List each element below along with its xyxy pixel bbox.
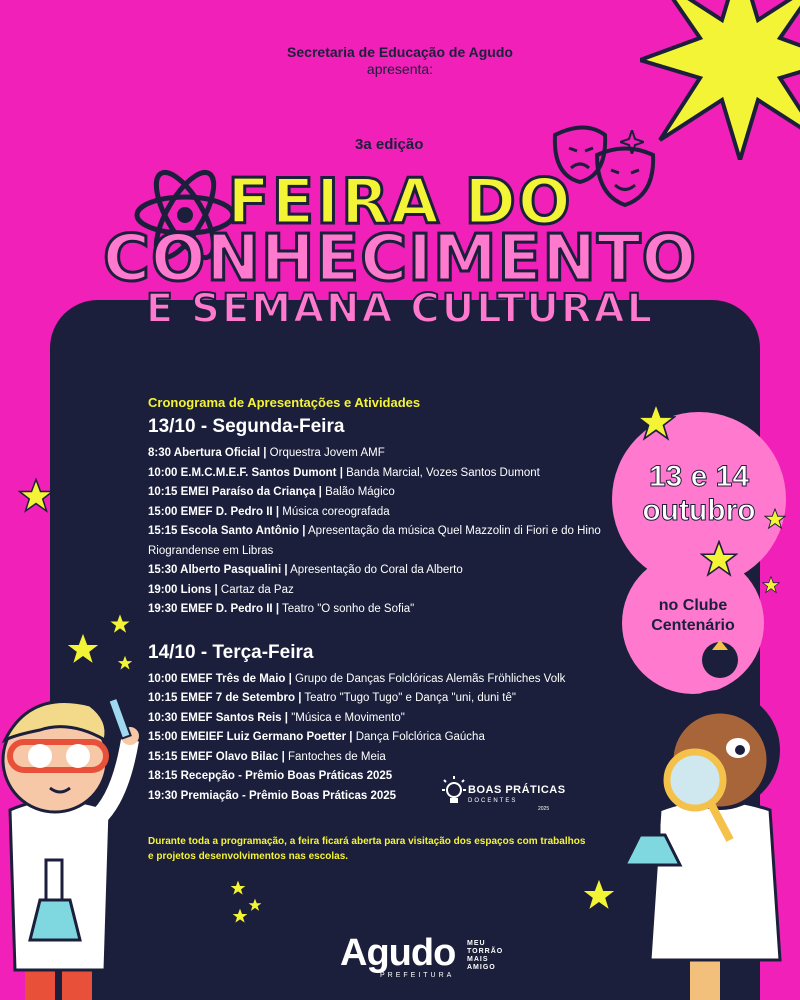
schedule-item	[148, 689, 628, 709]
schedule-item	[148, 561, 628, 581]
item-time-place: 10:00 E.M.C.M.E.F. Santos Dumont |	[148, 466, 343, 479]
star-icon	[108, 612, 132, 636]
item-activity: Fantoches de Meia	[284, 750, 386, 763]
item-time-place: 15:15 Escola Santo Antônio |	[148, 525, 306, 537]
item-activity: Apresentação da música Quel Mazzolin di Fiori e do Hino Riograndense em Libras	[148, 525, 601, 557]
schedule-item	[148, 464, 628, 484]
star-icon	[764, 508, 786, 530]
presenter-name: Secretaria de Educação de Agudo	[287, 44, 513, 60]
schedule-item	[148, 600, 628, 620]
item-time-place: 18:15 Recepção - Prêmio Boas Práticas 2025	[148, 770, 393, 782]
day-title-1: 13/10 - Segunda-Feira	[148, 416, 345, 437]
logo-tagline	[467, 940, 503, 972]
item-activity: Dança Folclórica Gaúcha	[352, 731, 485, 743]
title-line-1: FEIRA DO	[227, 165, 573, 238]
presenter	[0, 44, 800, 78]
scientist-boy-illustration	[0, 680, 150, 1000]
star-icon	[762, 576, 780, 594]
item-time-place: 19:30 EMEF D. Pedro II |	[148, 603, 280, 615]
sparkle-icon	[620, 130, 644, 154]
item-time-place: 10:00 EMEF Três de Maio |	[148, 672, 292, 685]
star-icon	[232, 908, 248, 924]
bp-subtitle: DOCENTES	[468, 798, 518, 804]
item-time-place: 15:30 Alberto Pasqualini |	[148, 564, 288, 576]
schedule-item	[148, 728, 628, 748]
bp-year: 2025	[538, 806, 550, 812]
item-activity: Apresentação do Coral da Alberto	[287, 564, 463, 576]
item-time-place: 19:00 Lions |	[148, 583, 218, 596]
item-time-place: 15:15 EMEF Olavo Bilac |	[148, 750, 285, 763]
logo-prefeitura: PREFEITURA	[380, 972, 455, 979]
schedule-item	[148, 522, 628, 561]
visitation-note	[148, 834, 588, 864]
item-activity: Teatro "Tugo Tugo" e Dança "uni, duni tê"	[301, 692, 516, 704]
star-icon	[248, 898, 262, 912]
tagline-1: MEU	[467, 940, 486, 947]
schedule-item	[148, 581, 628, 601]
schedule	[148, 395, 628, 806]
item-activity: Banda Marcial, Vozes Santos Dumont	[342, 466, 540, 479]
item-time-place: 15:00 EMEF D. Pedro II |	[148, 505, 280, 518]
item-activity: "Música e Movimento"	[288, 711, 405, 724]
edition-label: 3a edição	[355, 136, 424, 153]
item-time-place: 10:15 EMEF 7 de Setembro |	[148, 692, 302, 704]
schedule-item	[148, 670, 628, 690]
note-part-1: Durante toda a programação,	[148, 836, 290, 847]
item-activity: Cartaz da Paz	[217, 583, 294, 596]
schedule-item	[148, 748, 628, 768]
boas-praticas-logo	[442, 774, 572, 814]
note-part-2: a feira ficará aberta para visitação dos espaços com trabalhos e projetos desenvolvimentos nas escolas.	[148, 836, 586, 862]
date-line-2: outubro	[642, 494, 756, 527]
tagline-2: TORRÃO	[467, 948, 504, 955]
title-line-2: CONHECIMENTO	[102, 222, 698, 296]
item-activity: Grupo de Danças Folclóricas Alemãs Fröhliches Volk	[291, 672, 566, 685]
place-line-2: Centenário	[651, 617, 735, 634]
star-icon	[116, 654, 134, 672]
tagline-4: AMIGO	[467, 964, 496, 971]
star-icon	[64, 630, 102, 668]
schedule-item	[148, 709, 628, 729]
item-time-place: 19:30 Premiação - Prêmio Boas Práticas 2025	[148, 789, 397, 802]
item-time-place: 8:30 Abertura Oficial |	[148, 447, 267, 459]
day-title-2: 14/10 - Terça-Feira	[148, 641, 314, 663]
star-icon	[580, 876, 618, 914]
star-icon	[700, 540, 738, 578]
item-time-place: 10:15 EMEI Paraíso da Criança |	[148, 486, 322, 498]
item-activity: Orquestra Jovem AMF	[266, 447, 385, 459]
schedule-item	[148, 483, 628, 503]
place-line-1: no Clube	[658, 597, 728, 614]
star-icon	[230, 880, 246, 896]
tagline-3: MAIS	[467, 956, 489, 963]
scientist-girl-illustration	[620, 640, 800, 1000]
item-time-place: 10:30 EMEF Santos Reis |	[148, 711, 288, 724]
place-text	[622, 596, 764, 636]
date-line-1: 13 e 14	[648, 460, 750, 493]
item-activity: Balão Mágico	[321, 486, 395, 498]
lightbulb-icon	[442, 776, 466, 806]
schedule-item	[148, 444, 628, 464]
schedule-item	[148, 503, 628, 523]
item-activity: Música coreografada	[279, 505, 390, 518]
bp-title: BOAS PRÁTICAS	[468, 784, 566, 796]
schedule-heading: Cronograma de Apresentações e Atividades	[148, 395, 421, 410]
presenter-verb: apresenta:	[366, 61, 434, 77]
star-icon	[18, 478, 54, 514]
star-icon	[636, 402, 676, 442]
title-line-3: E SEMANA CULTURAL	[145, 286, 655, 332]
date-text	[612, 460, 786, 528]
agudo-logo	[340, 930, 520, 980]
item-activity: Teatro "O sonho de Sofia"	[279, 603, 415, 615]
day-1-list	[148, 444, 628, 620]
item-time-place: 15:00 EMEIEF Luiz Germano Poetter |	[148, 731, 353, 743]
logo-name: Agudo	[340, 932, 456, 974]
